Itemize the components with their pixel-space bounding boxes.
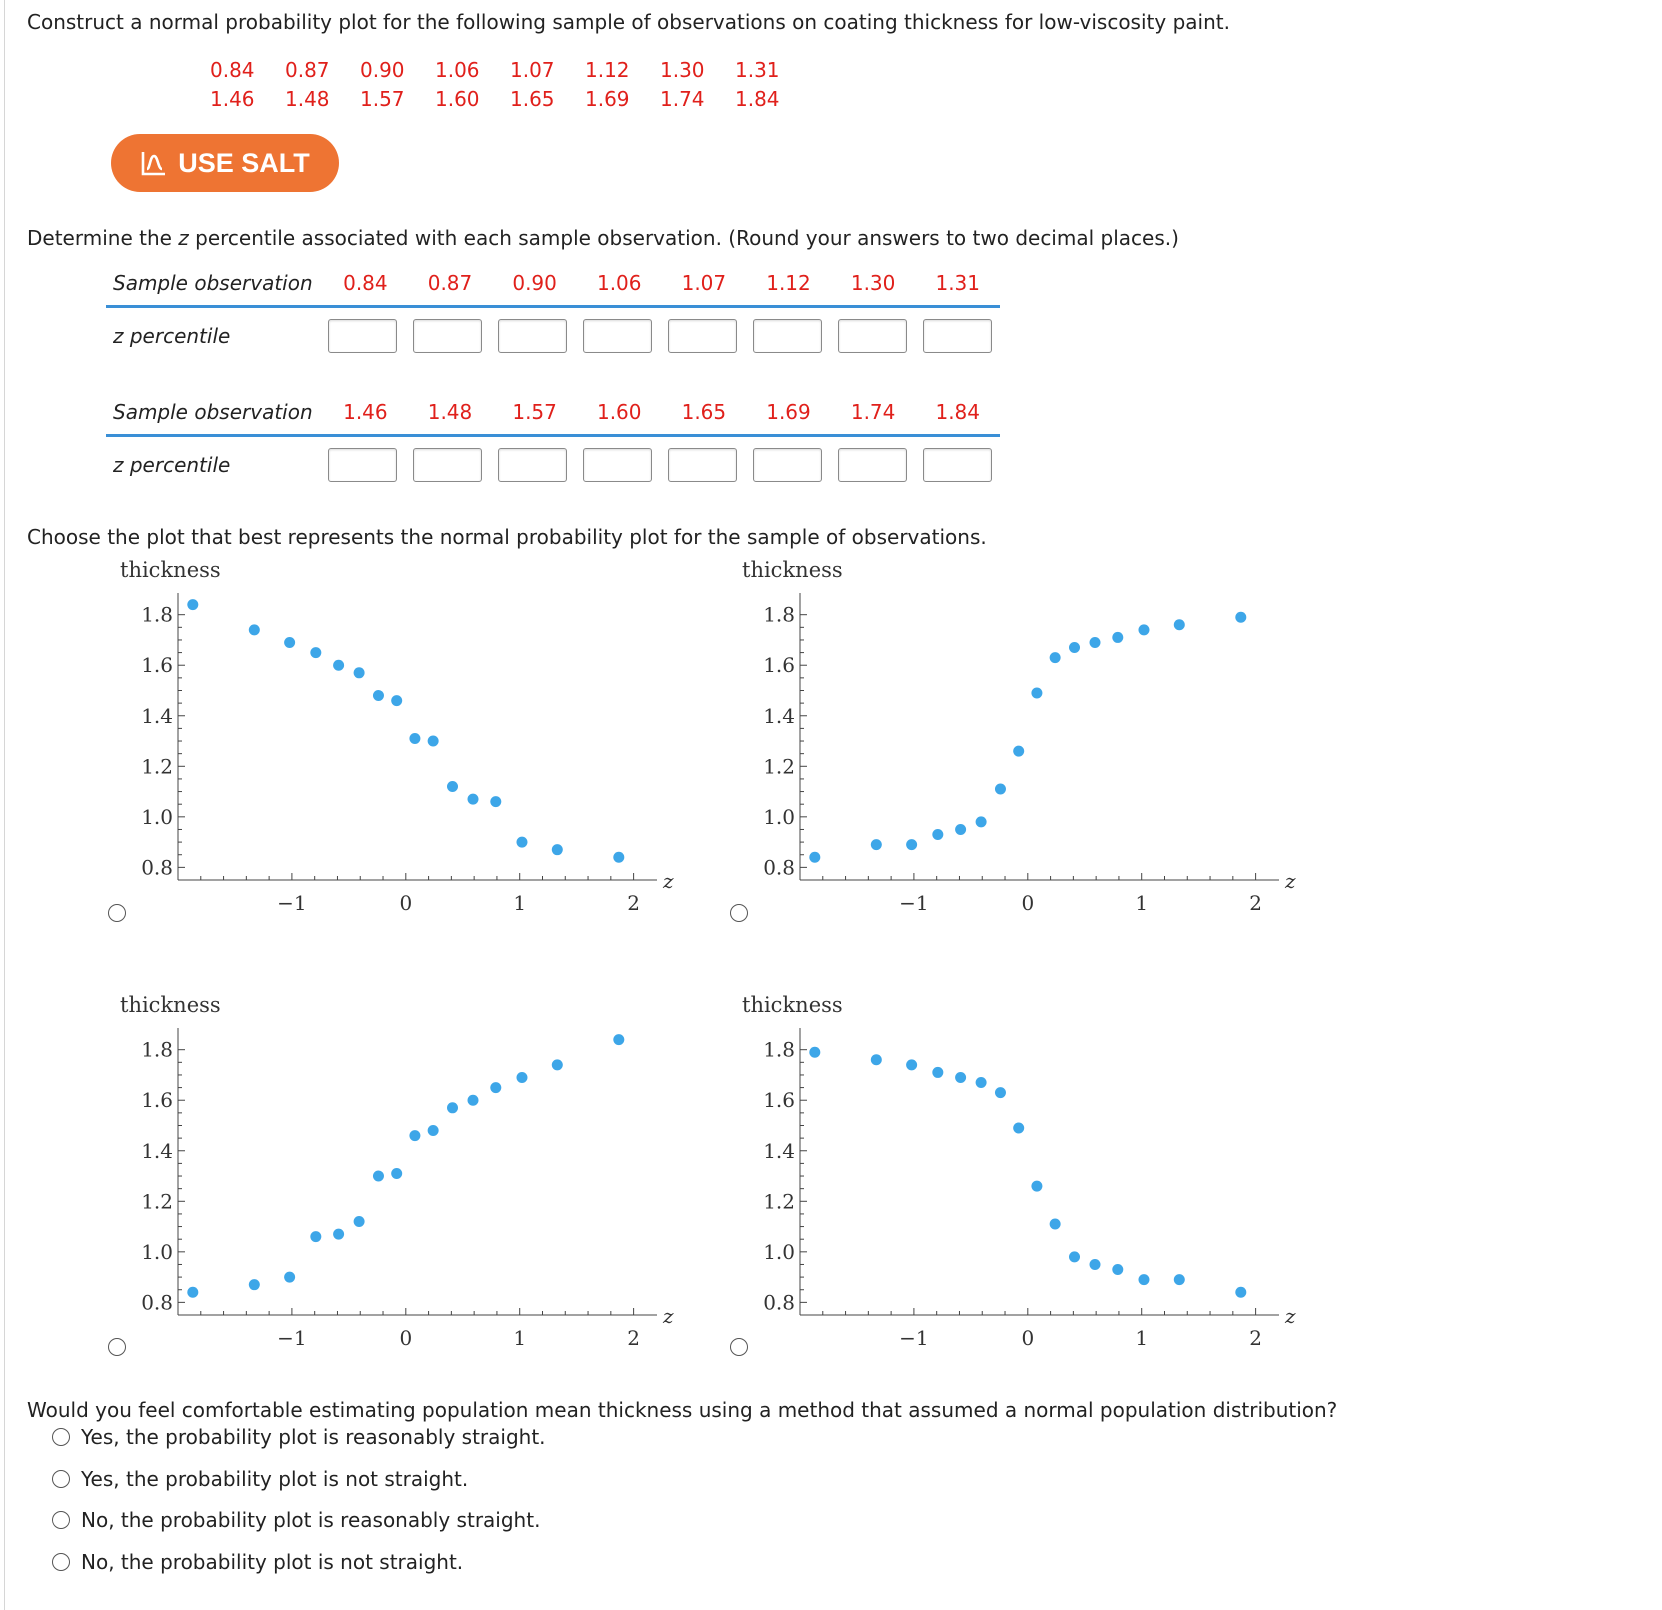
data-point [613,852,624,863]
data-value: 1.07 [510,58,555,82]
instruction-pre: Determine the [27,226,179,250]
data-point [373,1171,384,1182]
comfort-option-radio[interactable] [52,1511,70,1529]
y-tick-label: 1.4 [763,703,795,728]
data-point [1235,1287,1246,1298]
data-point [955,1072,966,1083]
z-percentile-input[interactable] [583,448,652,482]
data-point [871,1054,882,1065]
data-point [468,794,479,805]
plot-b-svg [737,555,1297,930]
use-salt-label: USE SALT [178,147,310,178]
data-point [1112,1264,1123,1275]
x-tick-label: 0 [399,891,413,915]
data-point [1174,1274,1185,1285]
instruction-var: z [178,226,189,250]
data-value: 1.06 [435,58,480,82]
percentile-table-1 [106,261,1000,364]
z-percentile-row [106,308,1000,364]
x-tick-label: 1 [513,1326,527,1350]
observation-row [106,261,1000,308]
data-value: 1.46 [210,87,255,111]
data-point [1031,1181,1042,1192]
z-percentile-input[interactable] [328,448,397,482]
data-point [447,781,458,792]
z-percentile-input[interactable] [753,319,822,353]
comfort-option-radio[interactable] [52,1470,70,1488]
observation-row-label: Sample observation [113,400,313,424]
z-percentile-input[interactable] [498,319,567,353]
data-value: 1.31 [735,58,780,82]
data-point [932,1067,943,1078]
data-point [333,660,344,671]
plot-d-radio[interactable] [730,1338,748,1356]
data-value: 0.84 [210,58,255,82]
data-point [284,637,295,648]
x-tick-label: 1 [513,891,527,915]
observation-value: 0.84 [343,271,388,295]
x-tick-label: 2 [627,891,640,915]
x-tick-label: 1 [1135,891,1149,915]
x-axis-label: z [1285,869,1296,893]
z-percentile-input[interactable] [838,448,907,482]
y-axis-label: thickness [120,558,221,582]
observation-value: 1.06 [596,271,642,295]
data-point [409,1130,420,1141]
data-point [391,1168,402,1179]
x-tick-label: 0 [399,1326,413,1350]
observation-value: 1.65 [681,400,727,424]
data-point [1090,637,1101,648]
data-point [516,837,527,848]
data-values-grid [210,58,810,116]
data-point [613,1034,624,1045]
use-salt-button[interactable] [111,134,339,192]
data-point [409,733,420,744]
observation-value: 1.84 [935,400,980,424]
data-point [447,1102,458,1113]
plot-c-radio[interactable] [108,1338,126,1356]
z-percentile-input[interactable] [668,319,737,353]
data-value: 0.87 [285,58,330,82]
z-percentile-input[interactable] [668,448,737,482]
data-point [976,1077,987,1088]
data-row-2 [210,87,810,116]
observation-value: 1.31 [935,271,980,295]
data-point [1235,612,1246,623]
y-tick-label: 0.8 [141,855,173,880]
y-tick-label: 1.4 [763,1138,795,1163]
data-value: 1.74 [660,87,705,111]
comfort-option-label: Yes, the probability plot is reasonably straight. [81,1425,546,1449]
z-percentile-input[interactable] [838,319,907,353]
x-tick-label: 0 [1021,891,1035,915]
data-point [809,852,820,863]
data-point [391,695,402,706]
data-point [906,1059,917,1070]
z-percentile-input[interactable] [413,319,482,353]
z-percentile-input[interactable] [583,319,652,353]
data-point [249,624,260,635]
x-tick-label: −1 [899,891,929,915]
plot-d-svg [737,990,1297,1365]
x-tick-label: −1 [277,1326,307,1350]
y-tick-label: 1.8 [763,602,795,627]
observation-value: 1.57 [512,400,557,424]
observation-row [106,390,1000,437]
data-value: 1.48 [285,87,330,111]
observation-value: 1.46 [343,400,388,424]
data-point [310,647,321,658]
y-tick-label: 1.4 [141,703,173,728]
y-tick-label: 1.0 [141,804,173,829]
y-tick-label: 1.8 [141,602,173,627]
data-point [490,796,501,807]
y-axis-label: thickness [742,993,843,1017]
z-percentile-row [106,437,1000,493]
data-point [1013,1123,1024,1134]
data-point [249,1279,260,1290]
data-point [932,829,943,840]
x-tick-label: 1 [1135,1326,1149,1350]
data-point [1031,688,1042,699]
comfort-option-3[interactable] [52,1508,540,1532]
y-tick-label: 1.0 [141,1239,173,1264]
data-point [428,1125,439,1136]
data-point [333,1229,344,1240]
percentile-table-2 [106,390,1000,493]
data-point [552,1059,563,1070]
data-point [1013,746,1024,757]
data-point [1050,652,1061,663]
observation-value: 1.12 [766,271,811,295]
comfort-option-4[interactable] [52,1550,463,1574]
data-point [1090,1259,1101,1270]
data-point [995,784,1006,795]
z-percentile-input[interactable] [328,319,397,353]
data-value: 1.60 [435,87,480,111]
comfort-option-radio[interactable] [52,1553,70,1571]
z-percentile-input[interactable] [923,448,992,482]
data-point [310,1231,321,1242]
page-border [4,0,5,1610]
plot-a-radio[interactable] [108,904,126,922]
y-tick-label: 1.2 [763,1189,795,1214]
observation-value: 1.07 [681,271,727,295]
data-point [468,1095,479,1106]
observation-row-label: Sample observation [113,271,313,295]
y-axis-label: thickness [120,993,221,1017]
data-value: 0.90 [360,58,405,82]
x-axis-label: z [663,869,674,893]
plot-option-d [737,990,1297,1369]
plot-c-svg [115,990,675,1365]
question-intro: Construct a normal probability plot for the following sample of observations on coating thickness for low-viscosity paint. [27,10,1230,34]
data-point [1050,1219,1061,1230]
plot-b-radio[interactable] [730,904,748,922]
x-tick-label: −1 [277,891,307,915]
x-axis-label: z [1285,1304,1296,1328]
instruction-post: percentile associated with each sample observation. (Round your answers to two decimal places.) [188,226,1179,250]
data-point [871,839,882,850]
y-tick-label: 1.6 [763,1088,795,1113]
y-tick-label: 1.2 [141,1189,173,1214]
data-value: 1.30 [660,58,705,82]
y-axis-label: thickness [742,558,843,582]
observation-value: 1.69 [766,400,811,424]
data-value: 1.69 [585,87,630,111]
data-value: 1.84 [735,87,780,111]
data-point [284,1272,295,1283]
data-value: 1.12 [585,58,630,82]
comfort-option-2[interactable] [52,1467,468,1491]
x-tick-label: −1 [899,1326,929,1350]
data-value: 1.57 [360,87,405,111]
plot-option-c [115,990,675,1369]
data-point [1069,642,1080,653]
y-tick-label: 1.2 [141,754,173,779]
y-tick-label: 0.8 [763,855,795,880]
observation-value: 1.48 [427,400,473,424]
x-tick-label: 2 [627,1326,640,1350]
z-percentile-input[interactable] [753,448,822,482]
observation-value: 1.74 [850,400,896,424]
plot-a-svg [115,555,675,930]
y-tick-label: 0.8 [763,1290,795,1315]
x-tick-label: 2 [1249,891,1262,915]
y-tick-label: 1.0 [763,1239,795,1264]
x-tick-label: 0 [1021,1326,1035,1350]
observation-value: 0.90 [512,271,557,295]
data-point [1174,619,1185,630]
data-point [976,816,987,827]
data-point [373,690,384,701]
y-tick-label: 1.6 [141,653,173,678]
observation-value: 1.30 [850,271,896,295]
data-point [187,599,198,610]
data-row-1 [210,58,810,87]
z-percentile-input[interactable] [413,448,482,482]
data-point [1112,632,1123,643]
x-axis-label: z [663,1304,674,1328]
comfort-option-label: Yes, the probability plot is not straight. [81,1467,469,1491]
y-tick-label: 1.8 [763,1037,795,1062]
y-tick-label: 0.8 [141,1290,173,1315]
plot-option-b [737,555,1297,934]
data-point [354,1216,365,1227]
observation-value: 1.60 [596,400,642,424]
data-point [995,1087,1006,1098]
data-value: 1.65 [510,87,555,111]
data-point [490,1082,501,1093]
data-point [354,667,365,678]
comfort-option-label: No, the probability plot is not straight. [81,1550,464,1574]
z-percentile-input[interactable] [923,319,992,353]
y-tick-label: 1.4 [141,1138,173,1163]
data-point [1138,624,1149,635]
salt-chart-icon [140,149,168,177]
comfort-option-label: No, the probability plot is reasonably straight. [81,1508,541,1532]
observation-value: 0.87 [427,271,473,295]
data-point [187,1287,198,1298]
data-point [809,1047,820,1058]
data-point [1069,1251,1080,1262]
y-tick-label: 1.6 [763,653,795,678]
plot-instruction: Choose the plot that best represents the normal probability plot for the sample of observations. [27,525,987,549]
comfort-option-radio[interactable] [52,1428,70,1446]
data-point [1138,1274,1149,1285]
percentile-instruction [27,226,1179,250]
comfort-question: Would you feel comfortable estimating population mean thickness using a method that assumed a normal population distribution? [27,1398,1338,1422]
data-point [552,844,563,855]
z-percentile-input[interactable] [498,448,567,482]
z-percentile-label: z percentile [113,324,231,348]
data-point [428,736,439,747]
x-tick-label: 2 [1249,1326,1262,1350]
comfort-option-1[interactable] [52,1425,546,1449]
data-point [955,824,966,835]
z-percentile-label: z percentile [113,453,231,477]
data-point [516,1072,527,1083]
data-point [906,839,917,850]
plot-option-a [115,555,675,934]
y-tick-label: 1.6 [141,1088,173,1113]
y-tick-label: 1.8 [141,1037,173,1062]
y-tick-label: 1.2 [763,754,795,779]
y-tick-label: 1.0 [763,804,795,829]
